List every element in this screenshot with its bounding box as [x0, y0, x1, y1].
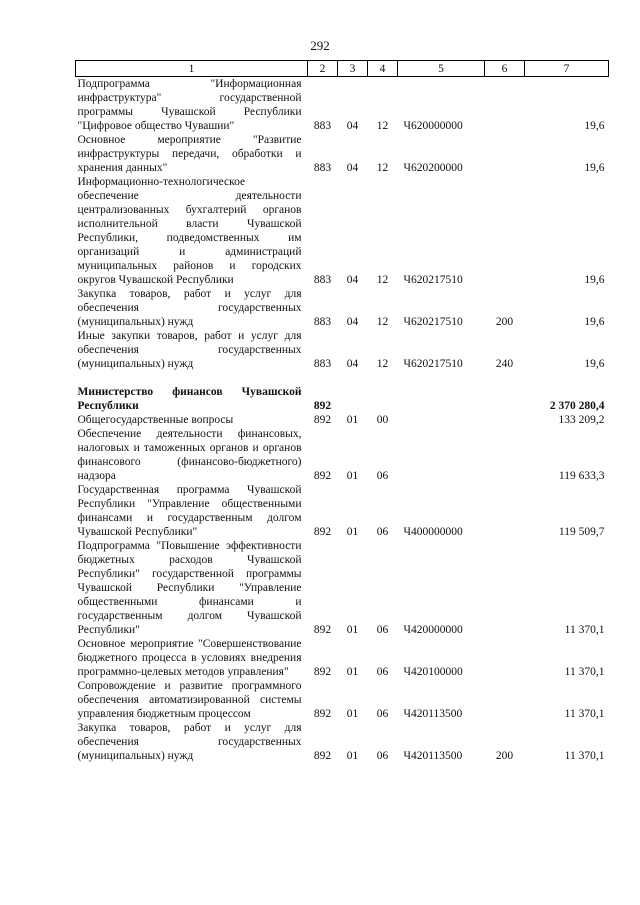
row-section: 04 — [346, 358, 359, 370]
row-code: 892 — [313, 470, 332, 482]
row-code: 883 — [313, 358, 332, 370]
row-subsection: 12 — [376, 162, 389, 174]
row-expense-type — [485, 539, 525, 637]
row-section: 01 — [346, 708, 359, 720]
table-row — [76, 329, 609, 371]
table-row — [76, 133, 609, 175]
row-target-article: Ч620217510 — [403, 274, 463, 286]
row-description: Подпрограмма "Информационная инфраструктура" государственной программы Чувашской Республики "Цифровое общество Чувашии" — [77, 78, 302, 132]
row-code: 883 — [313, 162, 332, 174]
column-header: 2 — [308, 61, 338, 77]
table-row — [76, 413, 609, 427]
row-subsection: 06 — [376, 750, 389, 762]
row-section: 04 — [346, 162, 359, 174]
table-row — [76, 287, 609, 329]
row-target-article: Ч620000000 — [403, 120, 463, 132]
row-section: 01 — [346, 414, 359, 426]
row-section: 01 — [346, 750, 359, 762]
column-header: 5 — [398, 61, 485, 77]
row-description: Сопровождение и развитие программного обеспечения автоматизированной системы управления бюджетным процессом — [77, 680, 302, 720]
row-section: 01 — [346, 666, 359, 678]
row-target-article — [398, 413, 485, 427]
row-amount: 11 370,1 — [564, 708, 605, 720]
row-amount: 119 509,7 — [558, 526, 605, 538]
row-description: Государственная программа Чувашской Республики "Управление общественными финансами и государственным долгом Чувашской Республики" — [77, 484, 302, 538]
row-amount: 11 370,1 — [564, 750, 605, 762]
row-expense-type — [485, 637, 525, 679]
row-section: 01 — [346, 470, 359, 482]
page-number: 292 — [310, 38, 330, 53]
row-section: 04 — [346, 120, 359, 132]
table-row — [76, 721, 609, 763]
row-amount: 11 370,1 — [564, 624, 605, 636]
row-subsection: 12 — [376, 316, 389, 328]
row-amount: 119 633,3 — [558, 470, 605, 482]
row-description: Общегосударственные вопросы — [77, 414, 234, 426]
row-expense-type: 200 — [495, 750, 514, 762]
row-target-article: Ч420113500 — [403, 750, 463, 762]
row-subsection: 06 — [376, 624, 389, 636]
column-header: 7 — [525, 61, 609, 77]
row-section: 01 — [346, 526, 359, 538]
row-amount: 19,6 — [584, 274, 605, 286]
row-code: 892 — [313, 750, 332, 762]
row-code: 883 — [313, 316, 332, 328]
row-target-article: Ч420000000 — [403, 624, 463, 636]
row-target-article: Ч420113500 — [403, 708, 463, 720]
row-code: 892 — [313, 400, 332, 412]
row-amount: 19,6 — [584, 358, 605, 370]
row-target-article: Ч620200000 — [403, 162, 463, 174]
row-description: Основное мероприятие "Развитие инфраструктуры передачи, обработки и хранения данных" — [77, 134, 302, 174]
row-subsection: 12 — [376, 120, 389, 132]
table-row — [76, 483, 609, 539]
table-row — [76, 679, 609, 721]
row-target-article: Ч620217510 — [403, 358, 463, 370]
row-section: 01 — [346, 624, 359, 636]
row-section: 04 — [346, 316, 359, 328]
row-description: Иные закупки товаров, работ и услуг для обеспечения государственных (муниципальных) нужд — [77, 330, 302, 370]
row-code: 883 — [313, 120, 332, 132]
row-code: 892 — [313, 666, 332, 678]
row-subsection: 06 — [376, 470, 389, 482]
row-target-article: Ч620217510 — [403, 316, 463, 328]
row-description: Закупка товаров, работ и услуг для обеспечения государственных (муниципальных) нужд — [77, 288, 302, 328]
row-target-article — [398, 427, 485, 483]
column-header: 4 — [368, 61, 398, 77]
table-row — [76, 175, 609, 287]
row-expense-type — [485, 483, 525, 539]
row-description: Закупка товаров, работ и услуг для обеспечения государственных (муниципальных) нужд — [77, 722, 302, 762]
row-subsection: 12 — [376, 358, 389, 370]
row-expense-type — [485, 175, 525, 287]
row-expense-type — [485, 679, 525, 721]
row-expense-type — [485, 385, 525, 413]
row-expense-type — [485, 427, 525, 483]
row-expense-type — [485, 77, 525, 134]
row-amount: 19,6 — [584, 316, 605, 328]
row-amount: 11 370,1 — [564, 666, 605, 678]
row-target-article: Ч400000000 — [403, 526, 463, 538]
row-code: 883 — [313, 274, 332, 286]
row-code: 892 — [313, 708, 332, 720]
table-row — [76, 427, 609, 483]
row-subsection — [368, 385, 398, 413]
row-subsection: 06 — [376, 526, 389, 538]
row-amount: 19,6 — [584, 120, 605, 132]
row-subsection: 00 — [376, 414, 389, 426]
row-amount: 133 209,2 — [558, 414, 605, 426]
table-body — [76, 77, 609, 764]
table-header-row — [76, 61, 609, 77]
table-row — [76, 637, 609, 679]
table-row — [76, 77, 609, 134]
row-description: Обеспечение деятельности финансовых, налоговых и таможенных органов и органов финансового (финансово-бюджетного) надзора — [77, 428, 302, 482]
table-row — [76, 539, 609, 637]
row-subsection: 06 — [376, 666, 389, 678]
row-description: Информационно-технологическое обеспечение деятельности централизованных бухгалтерий органов исполнительной власти Чувашской Республики, подведомственных им организаций и администраций муниципальных районов и городских округов Чувашской Республики — [77, 176, 302, 286]
row-description: Подпрограмма "Повышение эффективности бюджетных расходов Чувашской Республики" государственной программы Чувашской Республики "Управление общественными финансами и государственным долгом Чувашской Республики" — [77, 540, 302, 636]
column-header: 1 — [76, 61, 308, 77]
row-code: 892 — [313, 624, 332, 636]
row-code: 892 — [313, 414, 332, 426]
row-description: Министерство финансов Чувашской Республики — [77, 386, 302, 412]
row-amount: 19,6 — [584, 162, 605, 174]
row-description: Основное мероприятие "Совершенствование бюджетного процесса в условиях внедрения программно-целевых методов управления" — [77, 638, 302, 678]
row-expense-type: 200 — [495, 316, 514, 328]
budget-table — [75, 60, 609, 763]
row-amount: 2 370 280,4 — [549, 400, 605, 412]
column-header: 6 — [485, 61, 525, 77]
row-expense-type: 240 — [495, 358, 514, 370]
row-target-article — [398, 385, 485, 413]
row-subsection: 12 — [376, 274, 389, 286]
row-expense-type — [485, 133, 525, 175]
column-header: 3 — [338, 61, 368, 77]
spacer-row — [76, 371, 609, 385]
row-section: 04 — [346, 274, 359, 286]
table-row — [76, 385, 609, 413]
row-code: 892 — [313, 526, 332, 538]
row-section — [338, 385, 368, 413]
row-subsection: 06 — [376, 708, 389, 720]
row-expense-type — [485, 413, 525, 427]
row-target-article: Ч420100000 — [403, 666, 463, 678]
